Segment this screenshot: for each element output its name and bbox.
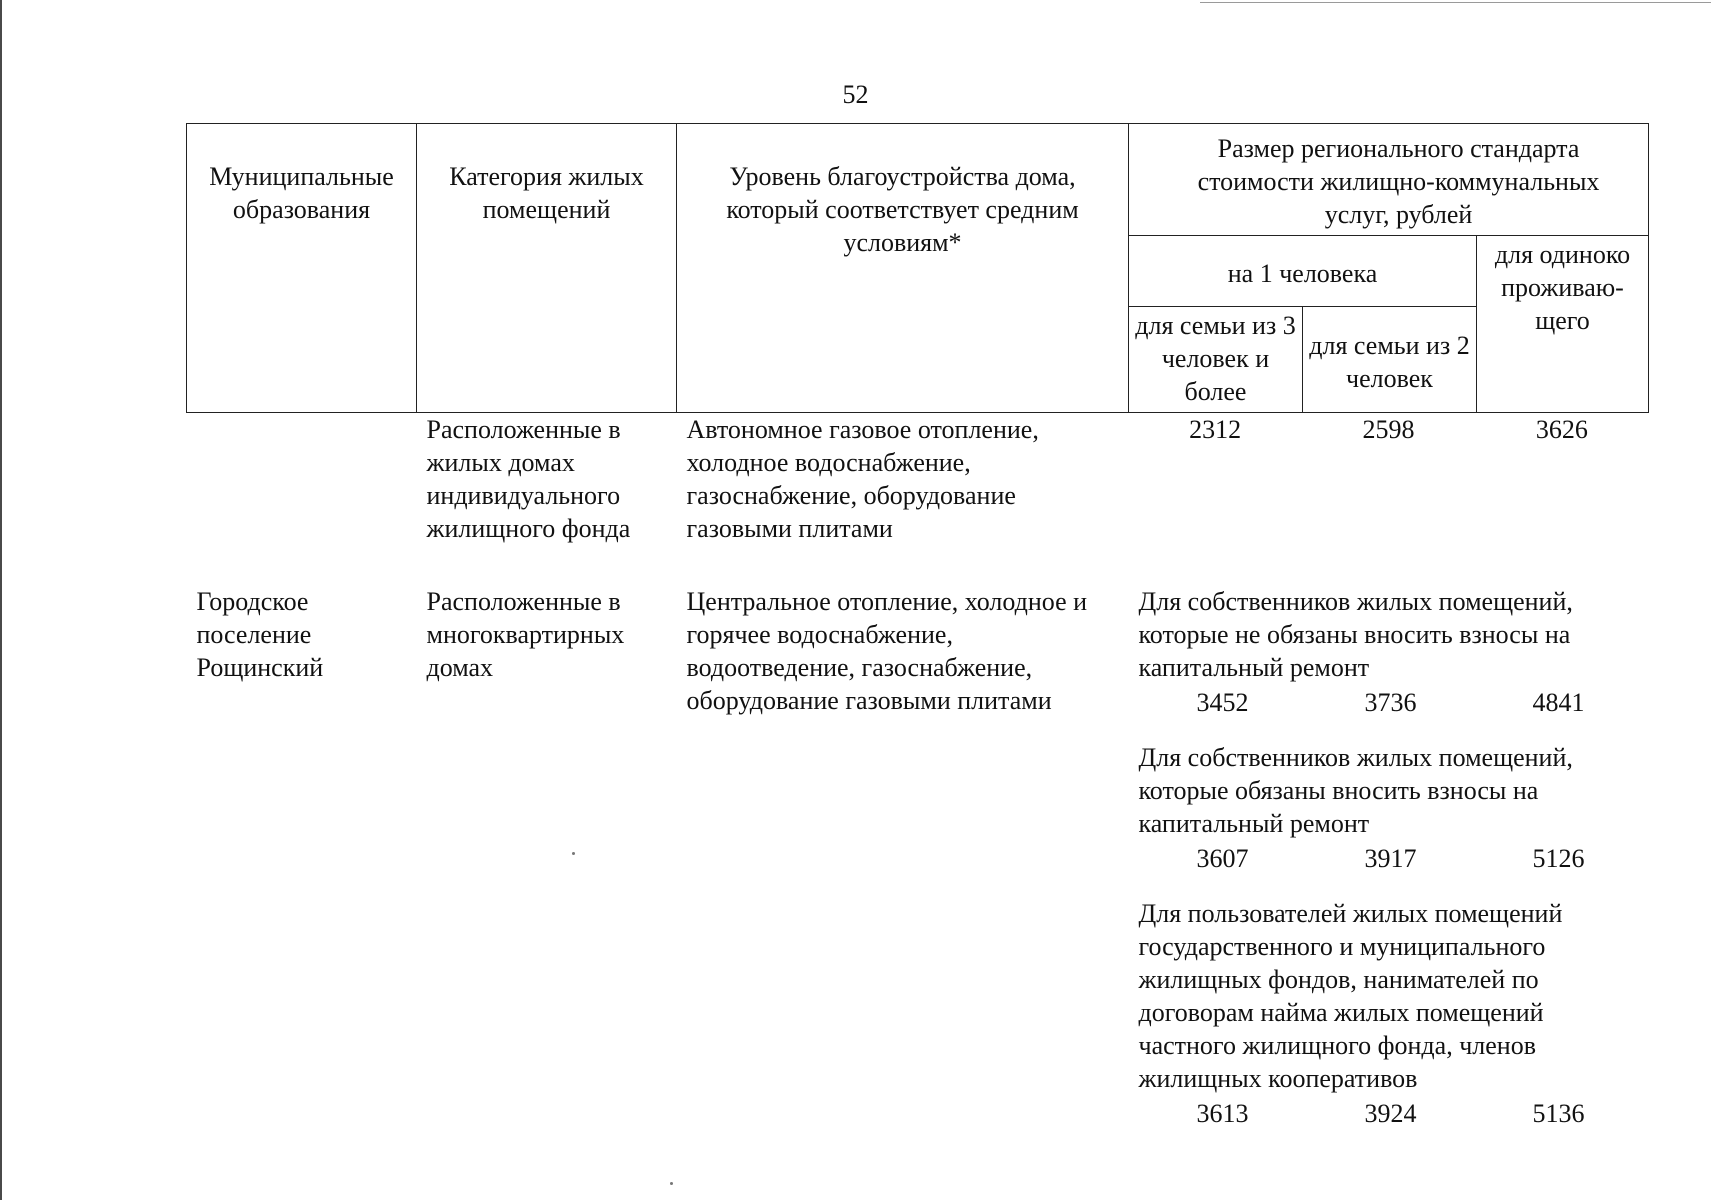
value-family-2: 3736 xyxy=(1364,688,1417,717)
cost-standard-table xyxy=(186,123,1649,1130)
value-family-3: 3613 xyxy=(1196,1099,1249,1128)
value-single: 3626 xyxy=(1535,415,1588,444)
row-category: Расположенные в многоквартирных домах xyxy=(426,587,625,682)
header-comfort-level: Уровень благоустройства дома, который соответствует средним условиям* xyxy=(677,124,1129,413)
page-number: 52 xyxy=(842,80,869,109)
row-municipality: Городское поселение Рощинский xyxy=(196,587,324,682)
row-category: Расположенные в жилых домах индивидуального жилищного фонда xyxy=(426,415,631,543)
value-single: 4841 xyxy=(1532,688,1585,717)
value-single: 5136 xyxy=(1532,1099,1585,1128)
row-comfort-level: Автономное газовое отопление, холодное водоснабжение, газоснабжение, оборудование газовыми плитами xyxy=(686,415,1039,543)
value-family-3: 3607 xyxy=(1196,844,1249,873)
table-row xyxy=(187,585,1649,1130)
header-single: для одиноко проживаю-щего xyxy=(1477,236,1649,413)
row-groups xyxy=(1129,585,1649,1130)
header-per-person: на 1 человека xyxy=(1129,236,1477,307)
value-row xyxy=(1129,413,1649,446)
scan-top-edge xyxy=(1200,2,1711,3)
header-family-3: для семьи из 3 человек и более xyxy=(1129,307,1303,413)
row-comfort-level: Центральное отопление, холодное и горячее водоснабжение, водоотведение, газоснабжение, оборудование газовыми плитами xyxy=(686,587,1088,715)
row-spacer xyxy=(187,545,1649,585)
value-row xyxy=(1139,842,1643,875)
header-category: Категория жилых помещений xyxy=(417,124,677,413)
value-family-3: 2312 xyxy=(1189,415,1242,444)
value-family-2: 3924 xyxy=(1364,1099,1417,1128)
table-row xyxy=(187,413,1649,546)
value-row xyxy=(1139,686,1643,719)
value-row xyxy=(1139,1097,1643,1130)
value-single: 5126 xyxy=(1532,844,1585,873)
value-family-2: 3917 xyxy=(1364,844,1417,873)
header-municipality: Муниципальные образования xyxy=(187,124,417,413)
header-standard-title: Размер регионального стандарта стоимости жилищно-коммунальных услуг, рублей xyxy=(1129,124,1649,236)
group-label: Для пользователей жилых помещений государственного и муниципального жилищных фондов, нанимателей по договорам найма жилых помещений частного жилищного фонда, членов жилищных кооперативов xyxy=(1138,899,1563,1093)
scan-speck xyxy=(670,1182,673,1185)
group-label: Для собственников жилых помещений, которые не обязаны вносить взносы на капитальный ремонт xyxy=(1138,587,1573,682)
value-family-2: 2598 xyxy=(1362,415,1415,444)
row-values xyxy=(1129,413,1649,546)
row-municipality xyxy=(187,413,417,546)
value-family-3: 3452 xyxy=(1196,688,1249,717)
scan-left-edge xyxy=(0,0,2,1200)
group-label: Для собственников жилых помещений, которые обязаны вносить взносы на капитальный ремонт xyxy=(1138,743,1573,838)
header-family-2: для семьи из 2 человек xyxy=(1303,307,1477,413)
table-header xyxy=(187,124,1649,413)
